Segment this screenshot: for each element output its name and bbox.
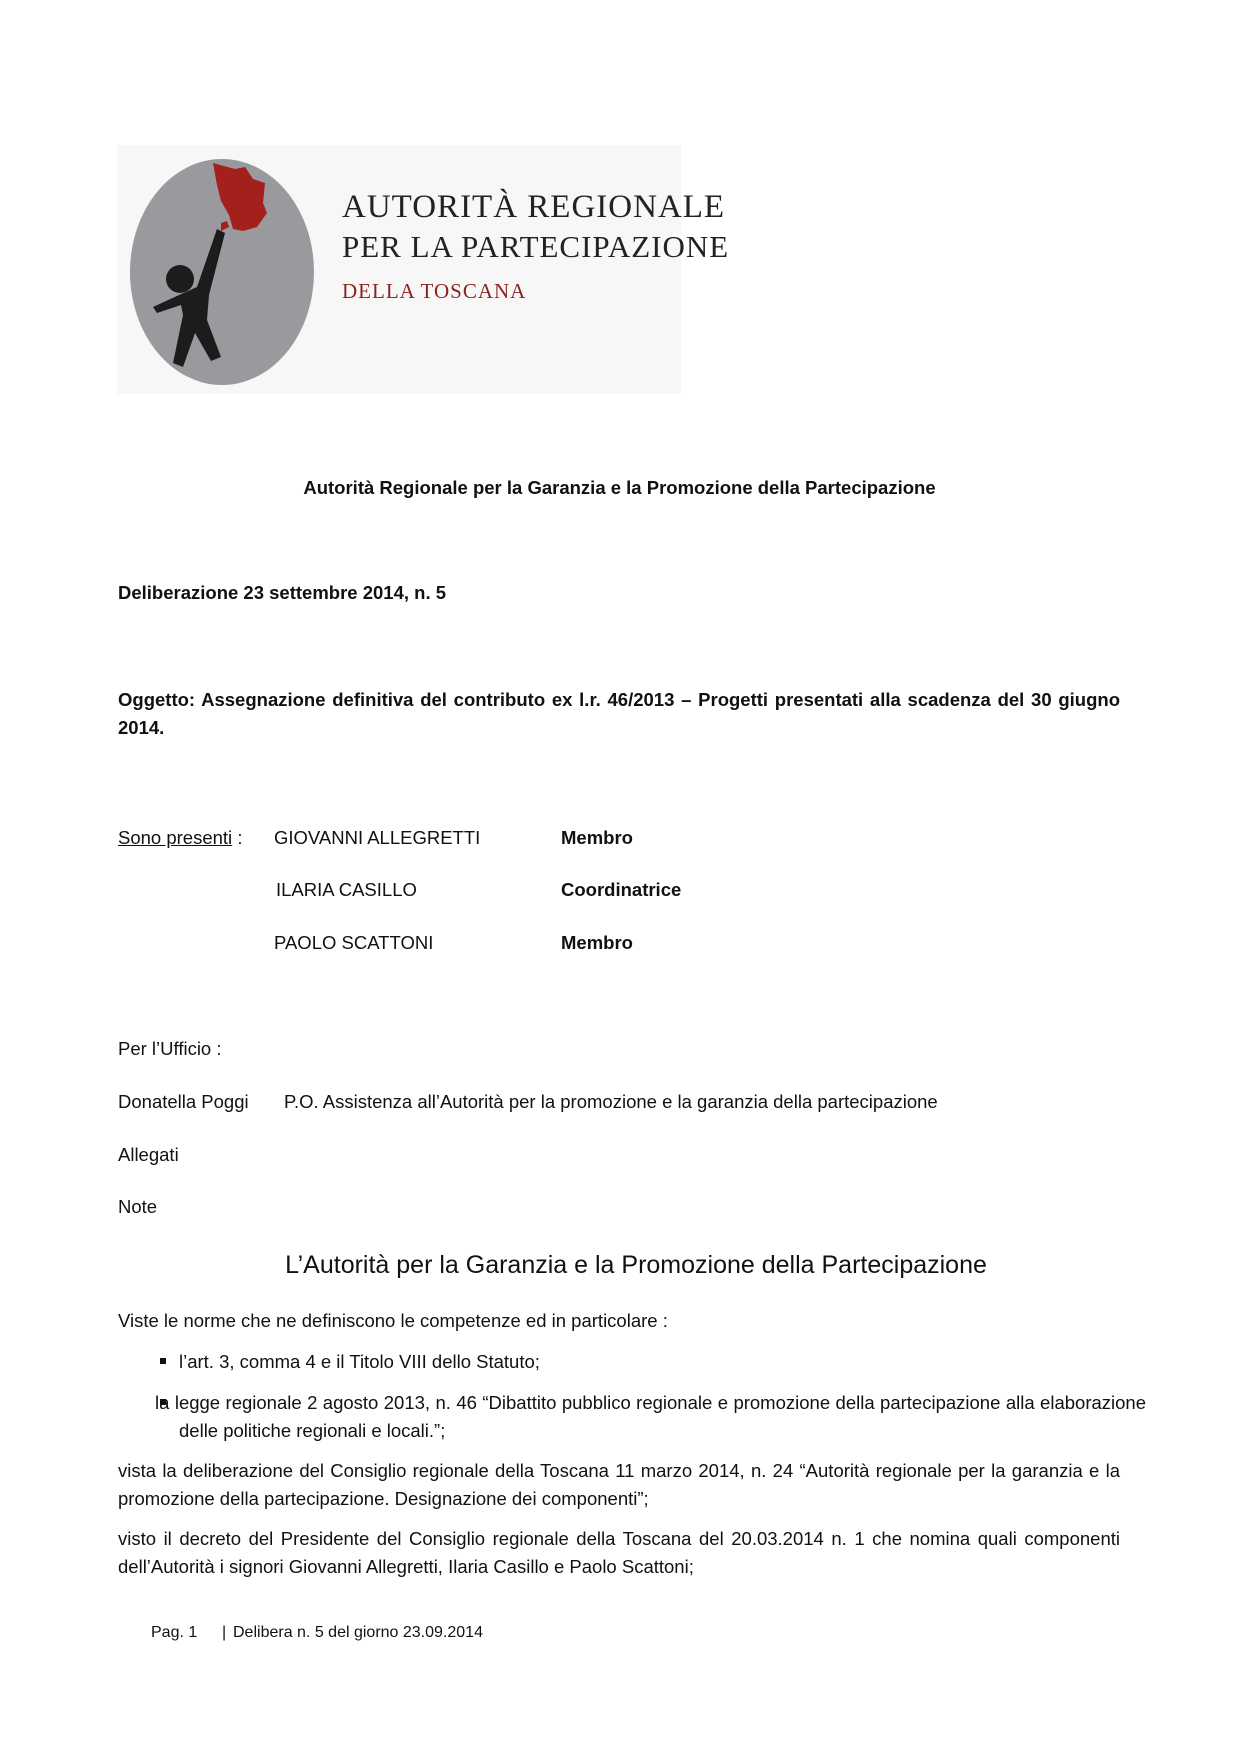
office-position: P.O. Assistenza all’Autorità per la promozione e la garanzia della partecipazione <box>284 1091 938 1112</box>
header-title: Autorità Regionale per la Garanzia e la Promozione della Partecipazione <box>303 477 936 498</box>
logo-line-3: DELLA TOSCANA <box>342 279 527 303</box>
present-colon: : <box>237 827 243 848</box>
logo-line-1: AUTORITÀ REGIONALE <box>342 189 726 225</box>
member-name: GIOVANNI ALLEGRETTI <box>274 827 481 848</box>
member-name: ILARIA CASILLO <box>276 879 417 900</box>
footer-text: Delibera n. 5 del giorno 23.09.2014 <box>233 1624 483 1641</box>
present-label-text: Sono presenti <box>118 827 233 848</box>
notes-label: Note <box>118 1196 158 1217</box>
member-role: Membro <box>561 827 633 848</box>
office-label: Per l’Ufficio : <box>118 1038 222 1059</box>
present-label <box>118 827 242 849</box>
footer-page: Pag. 1 <box>151 1624 198 1641</box>
body-paragraph: vista la deliberazione del Consiglio regionale della Toscana 11 marzo 2014, n. 24 “Autorità regionale per la garanzia e la promozione della partecipazione. Designazione dei componenti”; <box>118 1460 1120 1509</box>
member-role: Coordinatrice <box>561 879 682 900</box>
member-name: PAOLO SCATTONI <box>274 932 434 953</box>
logo-line-2: PER LA PARTECIPAZIONE <box>342 229 730 264</box>
body-paragraph: visto il decreto del Presidente del Consiglio regionale della Toscana del 20.03.2014 n. 1 che nomina quali componenti dell’Autorità i signori Giovanni Allegretti, Ilaria Casillo e Paolo Scattoni; <box>118 1528 1120 1577</box>
logo <box>117 145 730 394</box>
body-heading: L’Autorità per la Garanzia e la Promozione della Partecipazione <box>285 1251 987 1279</box>
office-person: Donatella Poggi <box>118 1091 249 1112</box>
deliberation-number: Deliberazione 23 settembre 2014, n. 5 <box>118 582 447 603</box>
bullet-text: l’art. 3, comma 4 e il Titolo VIII dello Statuto; <box>179 1351 540 1372</box>
bullet-text: la legge regionale 2 agosto 2013, n. 46 “Dibattito pubblico regionale e promozione della partecipazione alla elaborazione delle politiche regionali e locali.”; <box>155 1392 1146 1441</box>
footer-separator: | <box>222 1624 227 1641</box>
attachments-label: Allegati <box>118 1144 179 1165</box>
member-role: Membro <box>561 932 633 953</box>
bullet-icon <box>160 1358 166 1364</box>
logo-emblem-icon <box>117 145 681 394</box>
subject: Oggetto: Assegnazione definitiva del contributo ex l.r. 46/2013 – Progetti presentati alla scadenza del 30 giugno 2014. <box>118 689 1120 738</box>
body-intro: Viste le norme che ne definiscono le competenze ed in particolare : <box>118 1310 668 1331</box>
